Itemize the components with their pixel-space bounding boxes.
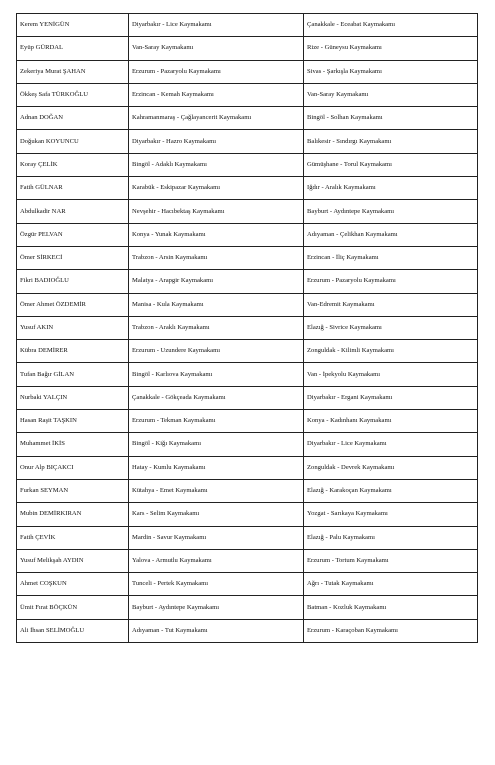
person-name-cell: Zekeriya Murat ŞAHAN xyxy=(17,60,129,83)
new-post-cell: Çanakkale - Eceabat Kaymakamı xyxy=(304,14,478,37)
person-name-cell: Furkan SEYMAN xyxy=(17,479,129,502)
table-row xyxy=(17,177,478,200)
table-row xyxy=(17,107,478,130)
new-post-cell: Bayburt - Aydıntepe Kaymakamı xyxy=(304,200,478,223)
table-row xyxy=(17,60,478,83)
current-post-cell: Trabzon - Araklı Kaymakamı xyxy=(129,316,304,339)
new-post-cell: Zonguldak - Devrek Kaymakamı xyxy=(304,456,478,479)
person-name-cell: Kerem YENİGÜN xyxy=(17,14,129,37)
person-name-cell: Ali İhsan SELİMOĞLU xyxy=(17,619,129,642)
person-name-cell: Fikri BADIOĞLU xyxy=(17,270,129,293)
new-post-cell: Yozgat - Sarıkaya Kaymakamı xyxy=(304,503,478,526)
new-post-cell: Ağrı - Tutak Kaymakamı xyxy=(304,573,478,596)
table-row xyxy=(17,410,478,433)
current-post-cell: Adıyaman - Tut Kaymakamı xyxy=(129,619,304,642)
current-post-cell: Diyarbakır - Lice Kaymakamı xyxy=(129,14,304,37)
person-name-cell: Muhammet İKİS xyxy=(17,433,129,456)
table-row xyxy=(17,83,478,106)
new-post-cell: Batman - Kozluk Kaymakamı xyxy=(304,596,478,619)
person-name-cell: Adnan DOĞAN xyxy=(17,107,129,130)
current-post-cell: Trabzon - Arsin Kaymakamı xyxy=(129,246,304,269)
new-post-cell: Elazığ - Sivrice Kaymakamı xyxy=(304,316,478,339)
current-post-cell: Karabük - Eskipazar Kaymakamı xyxy=(129,177,304,200)
table-row xyxy=(17,270,478,293)
current-post-cell: Van-Saray Kaymakamı xyxy=(129,37,304,60)
current-post-cell: Konya - Yunak Kaymakamı xyxy=(129,223,304,246)
current-post-cell: Erzurum - Tekman Kaymakamı xyxy=(129,410,304,433)
table-row xyxy=(17,386,478,409)
person-name-cell: Koray ÇELİK xyxy=(17,153,129,176)
person-name-cell: Hasan Raşit TAŞKIN xyxy=(17,410,129,433)
current-post-cell: Kütahya - Emet Kaymakamı xyxy=(129,479,304,502)
person-name-cell: Yusuf Melikşah AYDIN xyxy=(17,549,129,572)
current-post-cell: Bayburt - Aydıntepe Kaymakamı xyxy=(129,596,304,619)
current-post-cell: Erzincan - Kemah Kaymakamı xyxy=(129,83,304,106)
table-row xyxy=(17,456,478,479)
person-name-cell: Yusuf AKIN xyxy=(17,316,129,339)
current-post-cell: Bingöl - Kiğı Kaymakamı xyxy=(129,433,304,456)
current-post-cell: Erzurum - Pazaryolu Kaymakamı xyxy=(129,60,304,83)
table-row xyxy=(17,433,478,456)
table-row xyxy=(17,14,478,37)
new-post-cell: Konya - Kadınhanı Kaymakamı xyxy=(304,410,478,433)
current-post-cell: Tunceli - Pertek Kaymakamı xyxy=(129,573,304,596)
table-row xyxy=(17,503,478,526)
new-post-cell: Diyarbakır - Lice Kaymakamı xyxy=(304,433,478,456)
table-row xyxy=(17,363,478,386)
table-row xyxy=(17,526,478,549)
person-name-cell: Eyüp GÜRDAL xyxy=(17,37,129,60)
table-row xyxy=(17,549,478,572)
table-row xyxy=(17,246,478,269)
appointments-table xyxy=(16,13,478,643)
new-post-cell: Iğdır - Aralık Kaymakamı xyxy=(304,177,478,200)
current-post-cell: Bingöl - Adaklı Kaymakamı xyxy=(129,153,304,176)
table-row xyxy=(17,619,478,642)
current-post-cell: Erzurum - Uzundere Kaymakamı xyxy=(129,340,304,363)
table-row xyxy=(17,130,478,153)
table-row xyxy=(17,573,478,596)
person-name-cell: Doğukan KOYUNCU xyxy=(17,130,129,153)
new-post-cell: Elazığ - Karakoçan Kaymakamı xyxy=(304,479,478,502)
new-post-cell: Diyarbakır - Ergani Kaymakamı xyxy=(304,386,478,409)
current-post-cell: Manisa - Kula Kaymakamı xyxy=(129,293,304,316)
person-name-cell: Kübra DEMİRER xyxy=(17,340,129,363)
new-post-cell: Van - İpekyolu Kaymakamı xyxy=(304,363,478,386)
table-row xyxy=(17,223,478,246)
new-post-cell: Erzurum - Karaçoban Kaymakamı xyxy=(304,619,478,642)
table-row xyxy=(17,316,478,339)
new-post-cell: Gümüşhane - Torul Kaymakamı xyxy=(304,153,478,176)
current-post-cell: Mardin - Savur Kaymakamı xyxy=(129,526,304,549)
appointments-table-body xyxy=(17,14,478,643)
document-page xyxy=(16,13,477,643)
new-post-cell: Adıyaman - Çelikhan Kaymakamı xyxy=(304,223,478,246)
person-name-cell: Abdulkadir NAR xyxy=(17,200,129,223)
new-post-cell: Bingöl - Solhan Kaymakamı xyxy=(304,107,478,130)
new-post-cell: Erzurum - Tortum Kaymakamı xyxy=(304,549,478,572)
current-post-cell: Kars - Selim Kaymakamı xyxy=(129,503,304,526)
current-post-cell: Hatay - Kumlu Kaymakamı xyxy=(129,456,304,479)
person-name-cell: Ahmet COŞKUN xyxy=(17,573,129,596)
table-row xyxy=(17,340,478,363)
table-row xyxy=(17,153,478,176)
person-name-cell: Fatih ÇEVİK xyxy=(17,526,129,549)
current-post-cell: Çanakkale - Gökçeada Kaymakamı xyxy=(129,386,304,409)
new-post-cell: Van-Saray Kaymakamı xyxy=(304,83,478,106)
person-name-cell: Nurbaki YALÇIN xyxy=(17,386,129,409)
person-name-cell: Fatih GÜLNAR xyxy=(17,177,129,200)
current-post-cell: Yalova - Armutlu Kaymakamı xyxy=(129,549,304,572)
current-post-cell: Bingöl - Karlıova Kaymakamı xyxy=(129,363,304,386)
current-post-cell: Kahramanmaraş - Çağlayancerit Kaymakamı xyxy=(129,107,304,130)
table-row xyxy=(17,293,478,316)
person-name-cell: Onur Alp BIÇAKCI xyxy=(17,456,129,479)
current-post-cell: Nevşehir - Hacıbektaş Kaymakamı xyxy=(129,200,304,223)
new-post-cell: Van-Edremit Kaymakamı xyxy=(304,293,478,316)
person-name-cell: Mubin DEMİRKIRAN xyxy=(17,503,129,526)
person-name-cell: Tufan Bağır GİLAN xyxy=(17,363,129,386)
current-post-cell: Diyarbakır - Hazro Kaymakamı xyxy=(129,130,304,153)
new-post-cell: Erzincan - İliç Kaymakamı xyxy=(304,246,478,269)
person-name-cell: Ömer Ahmet ÖZDEMİR xyxy=(17,293,129,316)
person-name-cell: Ümit Fırat BÖÇKÜN xyxy=(17,596,129,619)
new-post-cell: Rize - Güneysu Kaymakamı xyxy=(304,37,478,60)
person-name-cell: Ökkeş Safa TÜRKOĞLU xyxy=(17,83,129,106)
person-name-cell: Özgür PELVAN xyxy=(17,223,129,246)
table-row xyxy=(17,596,478,619)
new-post-cell: Sivas - Şarkışla Kaymakamı xyxy=(304,60,478,83)
new-post-cell: Erzurum - Pazaryolu Kaymakamı xyxy=(304,270,478,293)
table-row xyxy=(17,37,478,60)
new-post-cell: Balıkesir - Sındırgı Kaymakamı xyxy=(304,130,478,153)
current-post-cell: Malatya - Arapgir Kaymakamı xyxy=(129,270,304,293)
table-row xyxy=(17,200,478,223)
table-row xyxy=(17,479,478,502)
new-post-cell: Elazığ - Palu Kaymakamı xyxy=(304,526,478,549)
new-post-cell: Zonguldak - Kilimli Kaymakamı xyxy=(304,340,478,363)
person-name-cell: Ömer SİRKECİ xyxy=(17,246,129,269)
